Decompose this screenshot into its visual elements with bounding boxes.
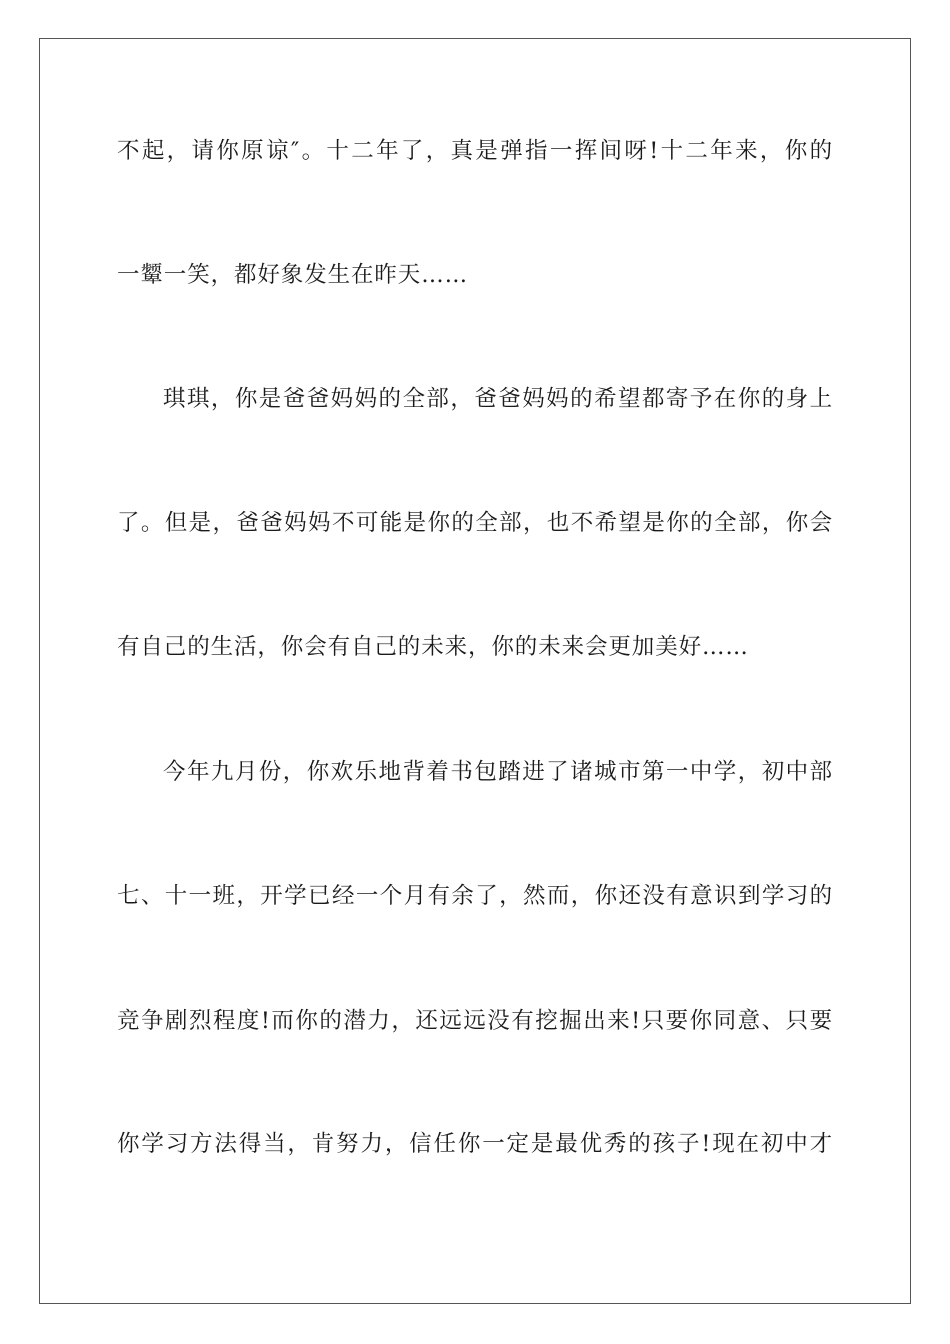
- text-line: 一颦一笑，都好象发生在昨天……: [117, 262, 469, 288]
- text-line: 琪琪，你是爸爸妈妈的全部，爸爸妈妈的希望都寄予在你的身上: [163, 386, 833, 412]
- text-line: 今年九月份，你欢乐地背着书包踏进了诸城市第一中学，初中部: [163, 759, 833, 785]
- text-line: 七、十一班，开学已经一个月有余了，然而，你还没有意识到学习的: [117, 883, 833, 909]
- text-line: 有自己的生活，你会有自己的未来，你的未来会更加美好……: [117, 634, 749, 660]
- text-line: 竞争剧烈程度!而你的潜力，还远远没有挖掘出来!只要你同意、只要: [117, 1008, 833, 1034]
- text-line: 你学习方法得当，肯努力，信任你一定是最优秀的孩子!现在初中才: [117, 1131, 833, 1157]
- text-line: 了。但是，爸爸妈妈不可能是你的全部，也不希望是你的全部，你会: [117, 510, 833, 536]
- page-border: [39, 38, 911, 1304]
- text-line: 不起，请你原谅″。十二年了，真是弹指一挥间呀!十二年来，你的: [117, 138, 833, 164]
